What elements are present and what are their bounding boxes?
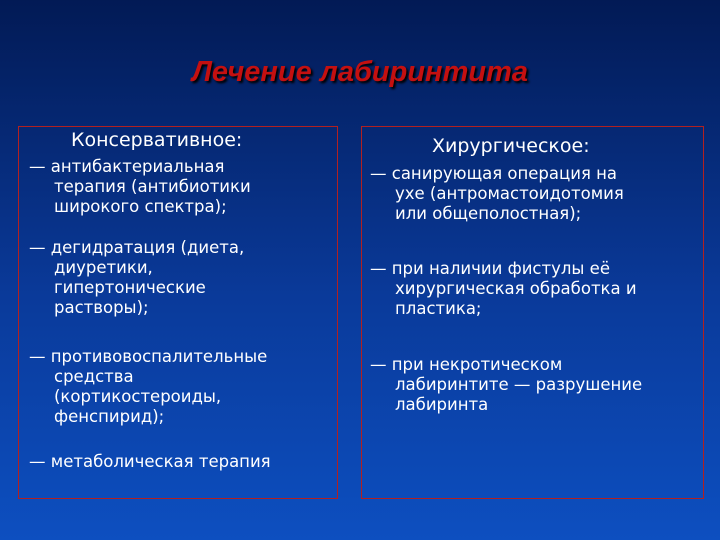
conservative-item-3: — противовоспалительные средства (кортикостероиды, фенспирид); — [29, 347, 268, 426]
conservative-item-2: — дегидратация (диета, диуретики, гипертонические растворы); — [29, 238, 245, 317]
surgical-panel — [361, 126, 704, 499]
surgical-heading: Хирургическое: — [432, 135, 590, 157]
conservative-item-4: — метаболическая терапия — [29, 452, 271, 471]
conservative-heading: Консервативное: — [71, 129, 243, 151]
surgical-item-2: — при наличии фистулы её хирургическая обработка и пластика; — [370, 259, 637, 318]
conservative-panel — [18, 126, 338, 499]
conservative-item-1: — антибактериальная терапия (антибиотики широкого спектра); — [29, 157, 251, 216]
surgical-item-3: — при некротическом лабиринтите — разрушение лабиринта — [370, 355, 643, 414]
slide-title: Лечение лабиринтита — [192, 56, 528, 88]
surgical-item-1: — санирующая операция на ухе (антромастоидотомия или общеполостная); — [370, 164, 624, 223]
